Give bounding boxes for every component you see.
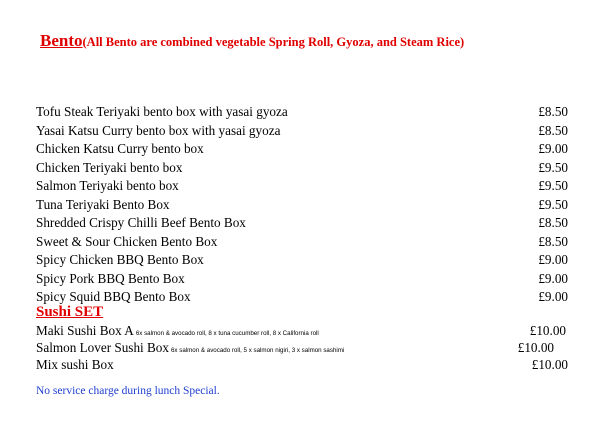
sushi-item-title: Maki Sushi Box A [36, 323, 134, 338]
sushi-item [36, 339, 554, 357]
sushi-heading: Sushi SET [36, 304, 104, 320]
bento-item [36, 177, 568, 195]
bento-item [36, 159, 568, 177]
sushi-item-description: 6x salmon & avocado roll, 8 x tuna cucumber roll, 8 x California roll [135, 330, 319, 337]
bento-item-price: £8.50 [538, 233, 568, 249]
bento-note: (All Bento are combined vegetable Spring Roll, Gyoza, and Steam Rice) [82, 35, 465, 49]
bento-item [36, 140, 568, 158]
bento-item [36, 196, 568, 214]
bento-item-name: Shredded Crispy Chilli Beef Bento Box [36, 215, 246, 230]
bento-item [36, 288, 568, 306]
bento-item-price: £9.00 [538, 252, 568, 267]
bento-item-name: Tofu Steak Teriyaki bento box with yasai gyoza [36, 104, 288, 119]
bento-item-price: £9.00 [538, 270, 568, 286]
sushi-item [36, 322, 566, 340]
sushi-item-name [36, 356, 114, 374]
bento-item [36, 251, 568, 269]
sushi-item-price: £10.00 [517, 340, 554, 355]
sushi-item-price: £10.00 [531, 357, 568, 372]
bento-item-price: £9.50 [538, 159, 568, 175]
sushi-item-description: 6x salmon & avocado roll, 5 x salmon nigiri, 3 x salmon sashimi [170, 347, 345, 354]
bento-item-name: Tuna Teriyaki Bento Box [36, 196, 170, 212]
bento-item-name: Chicken Teriyaki bento box [36, 159, 183, 175]
bento-heading [40, 31, 464, 51]
sushi-item-title: Mix sushi Box [36, 357, 114, 372]
bento-item [36, 214, 568, 232]
bento-item-price: £9.50 [538, 196, 568, 212]
bento-item-price: £8.50 [538, 122, 568, 138]
bento-item-name: Spicy Pork BBQ Bento Box [36, 270, 185, 286]
bento-item-name: Chicken Katsu Curry bento box [36, 141, 204, 156]
bento-item-price: £8.50 [538, 215, 568, 230]
bento-item-name: Spicy Squid BBQ Bento Box [36, 289, 191, 304]
bento-item-price: £8.50 [538, 104, 568, 119]
bento-item [36, 103, 568, 121]
footer-note: No service charge during lunch Special. [36, 385, 220, 397]
bento-item [36, 233, 568, 251]
bento-item [36, 270, 568, 288]
bento-item-price: £9.00 [538, 289, 568, 304]
bento-item-price: £9.00 [538, 141, 568, 156]
bento-item-name: Salmon Teriyaki bento box [36, 178, 179, 193]
bento-item [36, 122, 568, 140]
bento-item-name: Yasai Katsu Curry bento box with yasai gyoza [36, 122, 281, 138]
sushi-item [36, 356, 568, 374]
bento-title: Bento [40, 31, 83, 50]
sushi-item-price: £10.00 [529, 323, 566, 338]
bento-item-name: Sweet & Sour Chicken Bento Box [36, 233, 218, 249]
bento-item-name: Spicy Chicken BBQ Bento Box [36, 252, 204, 267]
sushi-item-title: Salmon Lover Sushi Box [36, 340, 169, 355]
bento-item-price: £9.50 [538, 178, 568, 193]
